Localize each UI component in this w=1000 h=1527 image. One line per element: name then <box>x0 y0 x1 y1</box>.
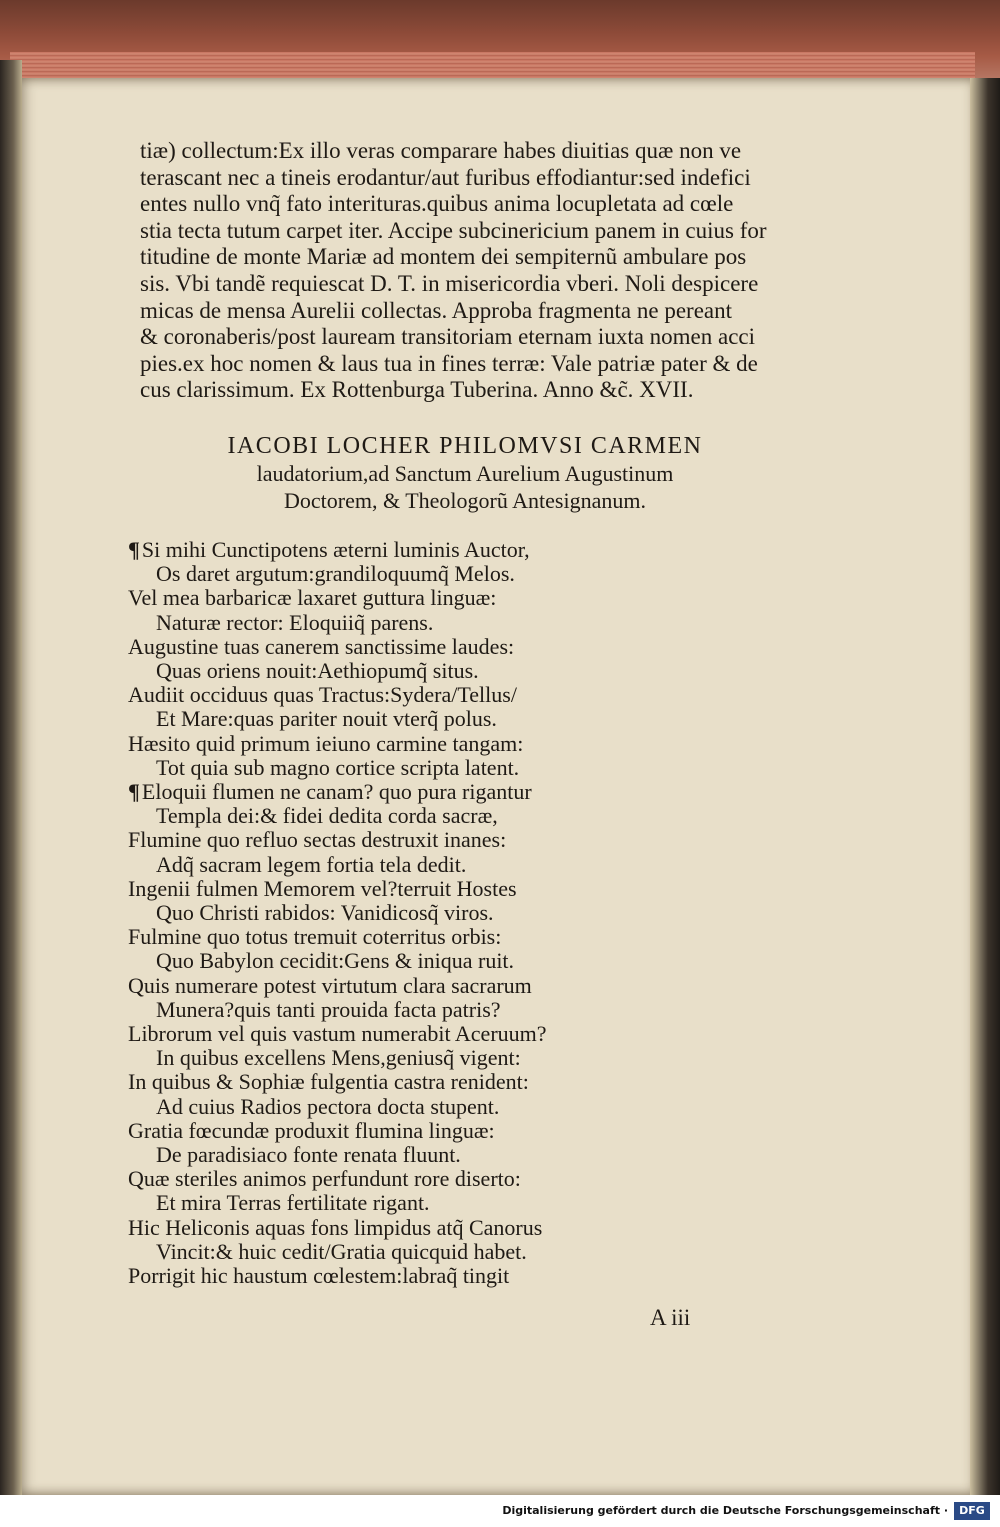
poem-heading <box>140 433 790 514</box>
verse-text: In quibus & Sophiæ fulgentia castra renident: <box>128 1069 529 1095</box>
prose-paragraph <box>140 138 767 404</box>
verse-text: Porrigit hic haustum cœlestem:labraq̃ tingit <box>128 1263 510 1289</box>
prose-line: sis. Vbi tandẽ requiescat D. T. in misericordia vberi. Noli despicere <box>140 270 759 296</box>
verse-text: Quo Christi rabidos: Vanidicosq̃ viros. <box>156 900 494 926</box>
verse-text: Munera?quis tanti prouida facta patris? <box>156 996 501 1022</box>
poem-verse <box>128 925 648 949</box>
pilcrow-mark: ¶ <box>128 779 140 805</box>
heading-line-2: laudatorium,ad Sanctum Aurelium Augustinum <box>256 461 674 486</box>
verse-text: Quo Babylon cecidit:Gens & iniqua ruit. <box>156 948 515 974</box>
heading-line-1: IACOBI LOCHER PHILOMVSI CARMEN <box>227 433 703 459</box>
poem-verse <box>128 659 648 683</box>
poem-verse <box>128 804 648 828</box>
verse-text: Templa dei:& fidei dedita corda sacræ, <box>156 803 498 829</box>
poem-verse <box>128 1143 648 1167</box>
poem-verse <box>128 949 648 973</box>
poem-verse <box>128 974 648 998</box>
verse-text: Augustine tuas canerem sanctissime laudes: <box>128 633 515 659</box>
verse-text: Ad cuius Radios pectora docta stupent. <box>156 1093 500 1119</box>
poem-verse <box>128 1095 648 1119</box>
poem-verse <box>128 538 648 562</box>
poem-verse <box>128 1191 648 1215</box>
verse-text: Quæ steriles animos perfundunt rore diserto: <box>128 1166 521 1192</box>
verse-text: Vincit:& huic cedit/Gratia quicquid habet. <box>156 1238 527 1264</box>
poem-verse <box>128 732 648 756</box>
poem-verse <box>128 1046 648 1070</box>
pilcrow-mark: ¶ <box>128 537 140 562</box>
prose-line: tiæ) collectum:Ex illo veras comparare habes diuitias quæ non ve <box>140 138 742 163</box>
poem-verse <box>128 562 648 586</box>
verse-text: Gratia fœcundæ produxit flumina linguæ: <box>128 1117 495 1143</box>
verse-text: Tot quia sub magno cortice scripta latent. <box>156 754 520 780</box>
spine-shadow <box>0 60 22 1495</box>
verse-text: Quas oriens nouit:Aethiopumq̃ situs. <box>156 658 479 684</box>
poem-verse <box>128 853 648 877</box>
poem-verse <box>128 611 648 635</box>
poem-verse <box>128 1264 648 1288</box>
poem-verse <box>128 828 648 852</box>
verse-text: Quis numerare potest virtutum clara sacrarum <box>128 972 532 998</box>
poem-verse <box>128 1216 648 1240</box>
verse-text: Librorum vel quis vastum numerabit Aceruum? <box>128 1021 547 1047</box>
poem-verse <box>128 586 648 610</box>
verse-text: Os daret argutum:grandiloquumq̃ Melos. <box>156 561 515 587</box>
poem-verse <box>128 877 648 901</box>
poem-verse <box>128 1070 648 1094</box>
verse-text: Fulmine quo totus tremuit coterritus orbis: <box>128 924 502 950</box>
poem-verse <box>128 1167 648 1191</box>
verse-text: De paradisiaco fonte renata fluunt. <box>156 1142 461 1168</box>
prose-line: entes nullo vnq̃ fato interituras.quibus anima locupletata ad cœle <box>140 191 734 217</box>
verse-text: Hæsito quid primum ieiuno carmine tangam: <box>128 730 524 756</box>
poem-verse <box>128 1119 648 1143</box>
prose-line: terascant nec a tineis erodantur/aut furibus effodiantur:sed indefici <box>140 164 751 190</box>
prose-line: cus clarissimum. Ex Rottenburga Tuberina. Anno &c̃. XVII. <box>140 377 694 403</box>
poem-body <box>128 538 648 1288</box>
verse-text: Audiit occiduus quas Tractus:Sydera/Tellus/ <box>128 682 517 708</box>
poem-verse <box>128 901 648 925</box>
verse-text: Et mira Terras fertilitate rigant. <box>156 1190 430 1216</box>
footer-credit: Digitalisierung gefördert durch die Deutsche Forschungsgemeinschaft · <box>502 1504 948 1517</box>
prose-line: pies.ex hoc nomen & laus tua in fines terræ: Vale patriæ pater & de <box>140 350 758 376</box>
verse-text: Naturæ rector: Eloquiiq̃ parens. <box>156 609 434 635</box>
prose-line: stia tecta tutum carpet iter. Accipe subcinericium panem in cuius for <box>140 217 767 243</box>
poem-verse <box>128 635 648 659</box>
verse-text: Et Mare:quas pariter nouit vterq̃ polus. <box>156 706 497 732</box>
verse-text: Vel mea barbaricæ laxaret guttura linguæ: <box>128 585 497 611</box>
page-right-edge <box>970 78 1000 1495</box>
dfg-logo: DFG <box>954 1502 990 1520</box>
verse-text: Ingenii fulmen Memorem vel?terruit Hostes <box>128 875 517 901</box>
prose-line: titudine de monte Mariæ ad montem dei sempiternũ ambulare pos <box>140 244 747 270</box>
poem-verse <box>128 1022 648 1046</box>
verse-text: In quibus excellens Mens,geniusq̃ vigent: <box>156 1045 521 1071</box>
poem-verse <box>128 1240 648 1264</box>
signature-mark: A iii <box>650 1305 691 1330</box>
verse-text: Adq̃ sacram legem fortia tela dedit. <box>156 851 467 877</box>
poem-verse <box>128 780 648 804</box>
prose-line: & coronaberis/post lauream transitoriam eternam iuxta nomen acci <box>140 324 756 350</box>
poem-verse <box>128 756 648 780</box>
footer-bar <box>0 1495 1000 1527</box>
verse-text: Si mihi Cunctipotens æterni luminis Auctor, <box>141 537 530 562</box>
verse-text: Hic Heliconis aquas fons limpidus atq̃ Canorus <box>128 1214 543 1240</box>
prose-line: micas de mensa Aurelii collectas. Approba fragmenta ne pereant <box>140 297 733 323</box>
verse-text: Eloquii flumen ne canam? quo pura rigantur <box>141 779 532 805</box>
heading-line-3: Doctorem, & Theologorũ Antesignanum. <box>284 488 646 513</box>
verse-text: Flumine quo refluo sectas destruxit inanes: <box>128 827 507 853</box>
poem-verse <box>128 998 648 1022</box>
poem-verse <box>128 707 648 731</box>
poem-verse <box>128 683 648 707</box>
